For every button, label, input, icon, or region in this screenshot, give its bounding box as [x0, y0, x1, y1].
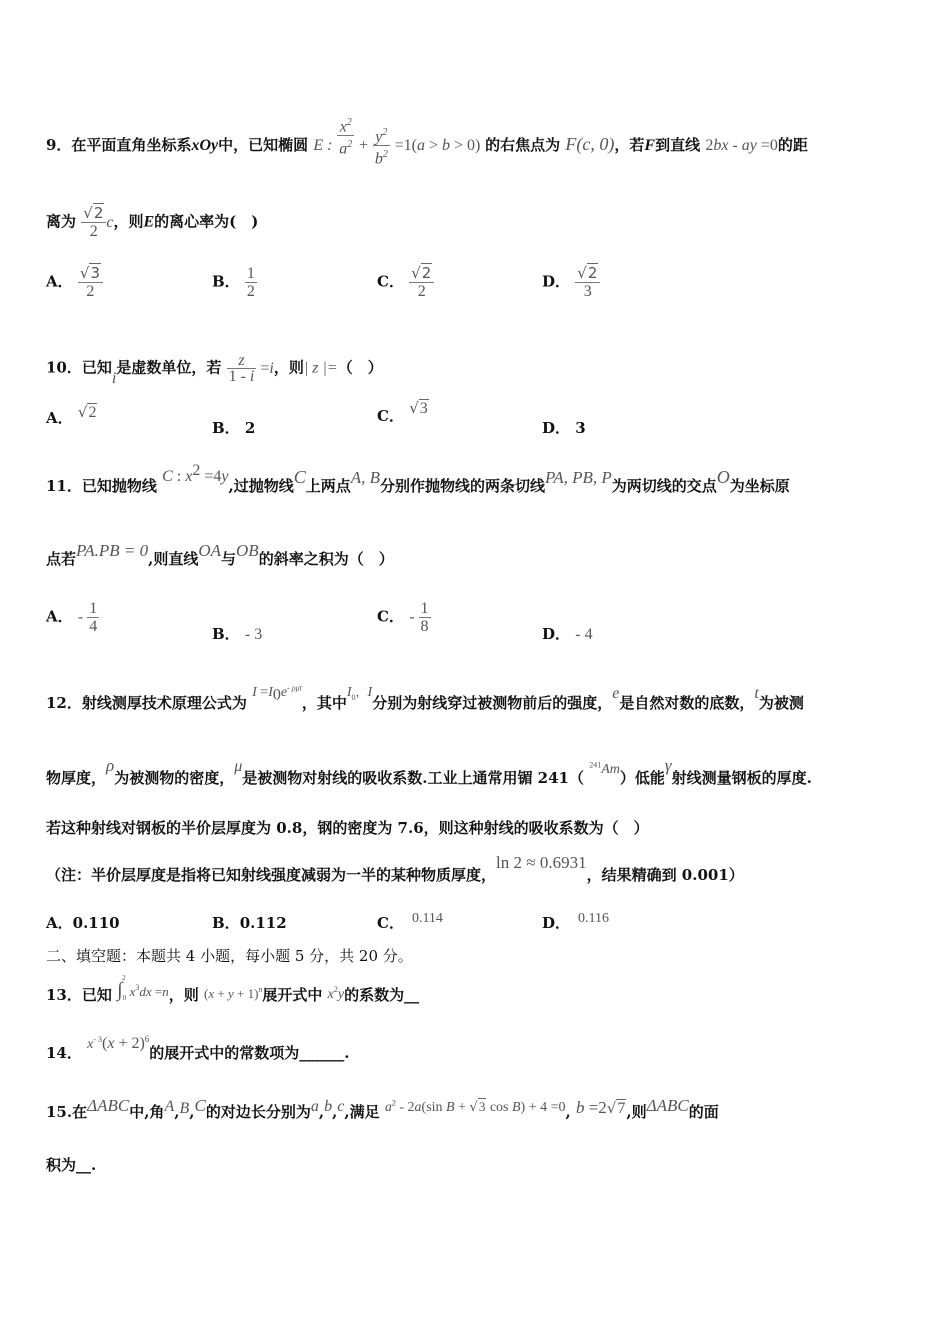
q15-line-2: 积为__. — [46, 1156, 97, 1174]
option-value: 2 — [244, 419, 256, 437]
q15-equation: $a^2 - 2a(\sin$ B + √3 cos B) + 4 =0 — [384, 1098, 566, 1115]
q12-mu: μ — [234, 758, 243, 775]
option-label: D． — [542, 272, 571, 291]
q12-americium: $^{241}$Am — [589, 760, 620, 777]
q9-text: 的右焦点为 — [485, 135, 561, 154]
q10-abs-z: | z |= — [303, 359, 338, 377]
q9-xoy: xOy — [191, 136, 219, 154]
option-value: 0.110 — [72, 914, 120, 932]
q10-text: 是虚数单位，若 — [116, 358, 222, 377]
q12-text: 为被测 — [758, 694, 804, 712]
q9-E: E — [143, 213, 155, 231]
q12-text: 为被测物的密度， — [114, 769, 235, 787]
q12-text: 物厚度， — [46, 769, 107, 787]
q15-b-value: b =2√7 — [575, 1098, 626, 1117]
q9-option-b[interactable]: B． $\frac{1}{2}$ — [212, 265, 255, 300]
q9-option-a[interactable]: A． $\frac{√3}{2}$ — [46, 265, 103, 300]
q12-rho: ρ — [106, 756, 115, 775]
q13-term: $x^2y$ — [327, 985, 345, 1002]
q13-text: 展开式中 — [262, 986, 323, 1004]
q11-text: 的斜率之积为（ ） — [258, 550, 394, 568]
option-label: B． — [212, 419, 240, 437]
q12-text: （注：半价层厚度是指将已知射线强度减弱为一半的某种物质厚度， — [46, 866, 497, 884]
q11-C: C — [293, 467, 306, 487]
q15-C: C — [194, 1096, 206, 1115]
option-label: C． — [377, 272, 404, 291]
q11-AB: A, B — [350, 468, 381, 487]
q12-e: e — [612, 685, 620, 702]
q9-text: ，若 — [614, 135, 645, 154]
q13-integral: $\int_0^2x^3dx =n$ — [117, 974, 169, 1002]
option-label: B． — [212, 625, 240, 643]
q10-option-d[interactable] — [542, 417, 586, 438]
option-label: C． — [377, 607, 404, 626]
option-label: B． — [212, 272, 240, 291]
option-label: A． — [46, 409, 73, 427]
q9-line-2 — [46, 205, 258, 240]
q11-text: ,过抛物线 — [228, 477, 294, 495]
q11-OB: OB — [236, 541, 259, 560]
q11-option-c[interactable]: C． - $\frac{1}{8}$ — [377, 600, 429, 635]
q12-formula: $I =I_0e^{- \rho\mu t}$ — [252, 683, 302, 704]
q9-text: ，则 — [113, 212, 144, 231]
q11-text: 分别作抛物线的两条切线 — [380, 477, 546, 495]
q10-text: （ ） — [337, 358, 383, 377]
q9-text: 9．在平面直角坐标系 — [46, 135, 192, 154]
q12-ln2: ln 2 ≈ 0.6931 — [496, 853, 587, 872]
q12-text: ，结果精确到 0.001） — [586, 866, 744, 884]
q15-triangle: ΔABC — [87, 1096, 130, 1115]
q11-text: 为两切线的交点 — [611, 477, 717, 495]
option-value: 0.112 — [239, 914, 287, 932]
q15-triangle-2: ΔABC — [646, 1096, 689, 1115]
q12-t: t — [754, 685, 759, 702]
q9-F: F — [644, 136, 656, 154]
q12-text: 是自然对数的底数， — [619, 694, 755, 712]
q15-line-1: 15.在ΔABC中,角A,B,C的对边长分别为a,b,c,满足 $a^2 - 2a(\sin$ B + √3 cos B) + 4 =0, b =2√7,则ΔABC的面 — [46, 1096, 719, 1121]
q15-a: a — [310, 1098, 319, 1115]
q11-line-1 — [46, 462, 790, 496]
q12-line-3: 若这种射线对钢板的半价层厚度为 0.8，钢的密度为 7.6，则这种射线的吸收系数为（ ） — [46, 819, 649, 837]
q12-line-1 — [46, 683, 804, 717]
q12-text: ，其中 — [301, 694, 347, 712]
q15-text: 的面 — [688, 1103, 719, 1121]
q9-text: 中，已知椭圆 — [218, 135, 309, 154]
q15-text: 的对边长分别为 — [205, 1103, 311, 1121]
option-label: A． — [46, 272, 73, 291]
q12-option-d[interactable] — [542, 912, 609, 933]
q15-text: 中,角 — [129, 1103, 165, 1121]
option-label: D． — [542, 419, 571, 437]
q12-text: 是被测物对射线的吸收系数.工业上通常用镅 241（ — [242, 769, 584, 787]
q11-option-b[interactable] — [212, 623, 262, 644]
option-value: 0.116 — [578, 911, 609, 926]
option-value: 0.114 — [411, 911, 443, 926]
q11-PAPBP: PA, PB, P — [545, 468, 612, 487]
q11-option-a[interactable]: A． - $\frac{1}{4}$ — [46, 600, 98, 635]
q14-text: 14． — [46, 1044, 82, 1062]
q15-text: ,满足 — [344, 1103, 380, 1121]
q10-option-b[interactable] — [212, 417, 255, 438]
q9-line-1 — [46, 117, 808, 168]
q9-text: 离为 — [46, 212, 77, 231]
q10-equation: $\frac{z}{1 - i}$ =i — [228, 352, 274, 385]
q11-text: 11．已知抛物线 — [46, 477, 157, 495]
q12-text: 12．射线测厚技术原理公式为 — [46, 694, 247, 712]
q15-text: ,则 — [626, 1103, 647, 1121]
q9-option-d[interactable]: D． $\frac{√2}{3}$ — [542, 265, 600, 300]
q11-text: ,则直线 — [148, 550, 199, 568]
q12-line-4 — [46, 853, 744, 885]
option-label: D． — [542, 914, 571, 932]
q10-option-c[interactable]: C． √3 — [377, 399, 428, 425]
q11-option-d[interactable] — [542, 623, 593, 644]
option-value: - 4 — [575, 626, 593, 643]
q12-option-a[interactable] — [46, 912, 120, 933]
q10-text: ，则 — [273, 358, 304, 377]
q11-O: O — [716, 467, 730, 487]
q10-line — [46, 352, 383, 387]
q9-distance: $\frac{√2}{2}$ c — [83, 204, 114, 240]
q15-B: B — [179, 1100, 190, 1117]
q13-text: 13．已知 — [46, 986, 112, 1004]
q9-text: 的距 — [777, 135, 808, 154]
q10-option-a[interactable]: A． √2 — [46, 403, 97, 427]
q15-c: c — [337, 1098, 345, 1115]
q13-line — [46, 974, 420, 1006]
q12-option-b[interactable] — [212, 912, 287, 933]
q9-text: 的离心率为( ) — [154, 212, 259, 231]
option-label: B． — [212, 914, 240, 932]
q11-text: 上两点 — [305, 477, 351, 495]
q12-text: 分别为射线穿过被测物前后的强度， — [372, 694, 613, 712]
q12-text: 射线测量钢板的厚度. — [671, 769, 812, 787]
option-label: D． — [542, 625, 571, 643]
q12-gamma: γ — [664, 756, 672, 775]
q9-text: 到直线 — [655, 135, 701, 154]
q9-option-c[interactable]: C． $\frac{√2}{2}$ — [377, 265, 434, 300]
q15-text: 15.在 — [46, 1103, 88, 1121]
option-value: 3 — [575, 419, 586, 437]
q11-line-2 — [46, 541, 394, 569]
q15-b: b — [324, 1098, 333, 1115]
q10-text: 10．已知 — [46, 358, 112, 377]
q12-I0-I: $I_0$，I — [346, 685, 373, 702]
section-2-heading: 二、填空题：本题共 4 小题，每小题 5 分，共 20 分。 — [46, 947, 413, 965]
q12-option-c[interactable] — [377, 912, 443, 933]
q9-line-equation: 2bx - ay =0 — [705, 136, 778, 154]
q12-line-2 — [46, 756, 812, 788]
q11-text: 与 — [221, 550, 237, 568]
q13-expression: $(x + y + 1)^n$ — [204, 985, 263, 1001]
option-label: A． — [46, 607, 73, 626]
q14-text: 的展开式中的常数项为______. — [149, 1044, 350, 1062]
q14-expression: $x^{- 3}(x + 2)^6$ — [87, 1034, 150, 1052]
q11-parabola: C : $x^2 =4y$ — [162, 462, 229, 485]
q12-text: ）低能 — [619, 769, 665, 787]
q15-A: A — [164, 1098, 175, 1115]
option-label: C． — [377, 407, 404, 425]
q14-line — [46, 1034, 350, 1063]
q11-dot-product: PA.PB = 0 — [76, 541, 149, 560]
q11-text: 点若 — [46, 550, 77, 568]
q10-i: i — [111, 369, 117, 387]
q9-focus: F(c, 0) — [565, 133, 615, 154]
q13-text: ，则 — [168, 986, 199, 1004]
option-label: A． — [46, 914, 73, 932]
q13-text: 的系数为__ — [344, 986, 420, 1004]
q11-OA: OA — [198, 541, 221, 560]
option-value: - 3 — [244, 626, 263, 643]
q11-text: 为坐标原 — [729, 477, 790, 495]
q9-ellipse-equation: E : $\frac{x^2}{a^2}$ + $\frac{y^2}{b^2}$ =1(a > b > 0) — [313, 136, 485, 154]
option-label: C． — [377, 914, 404, 932]
